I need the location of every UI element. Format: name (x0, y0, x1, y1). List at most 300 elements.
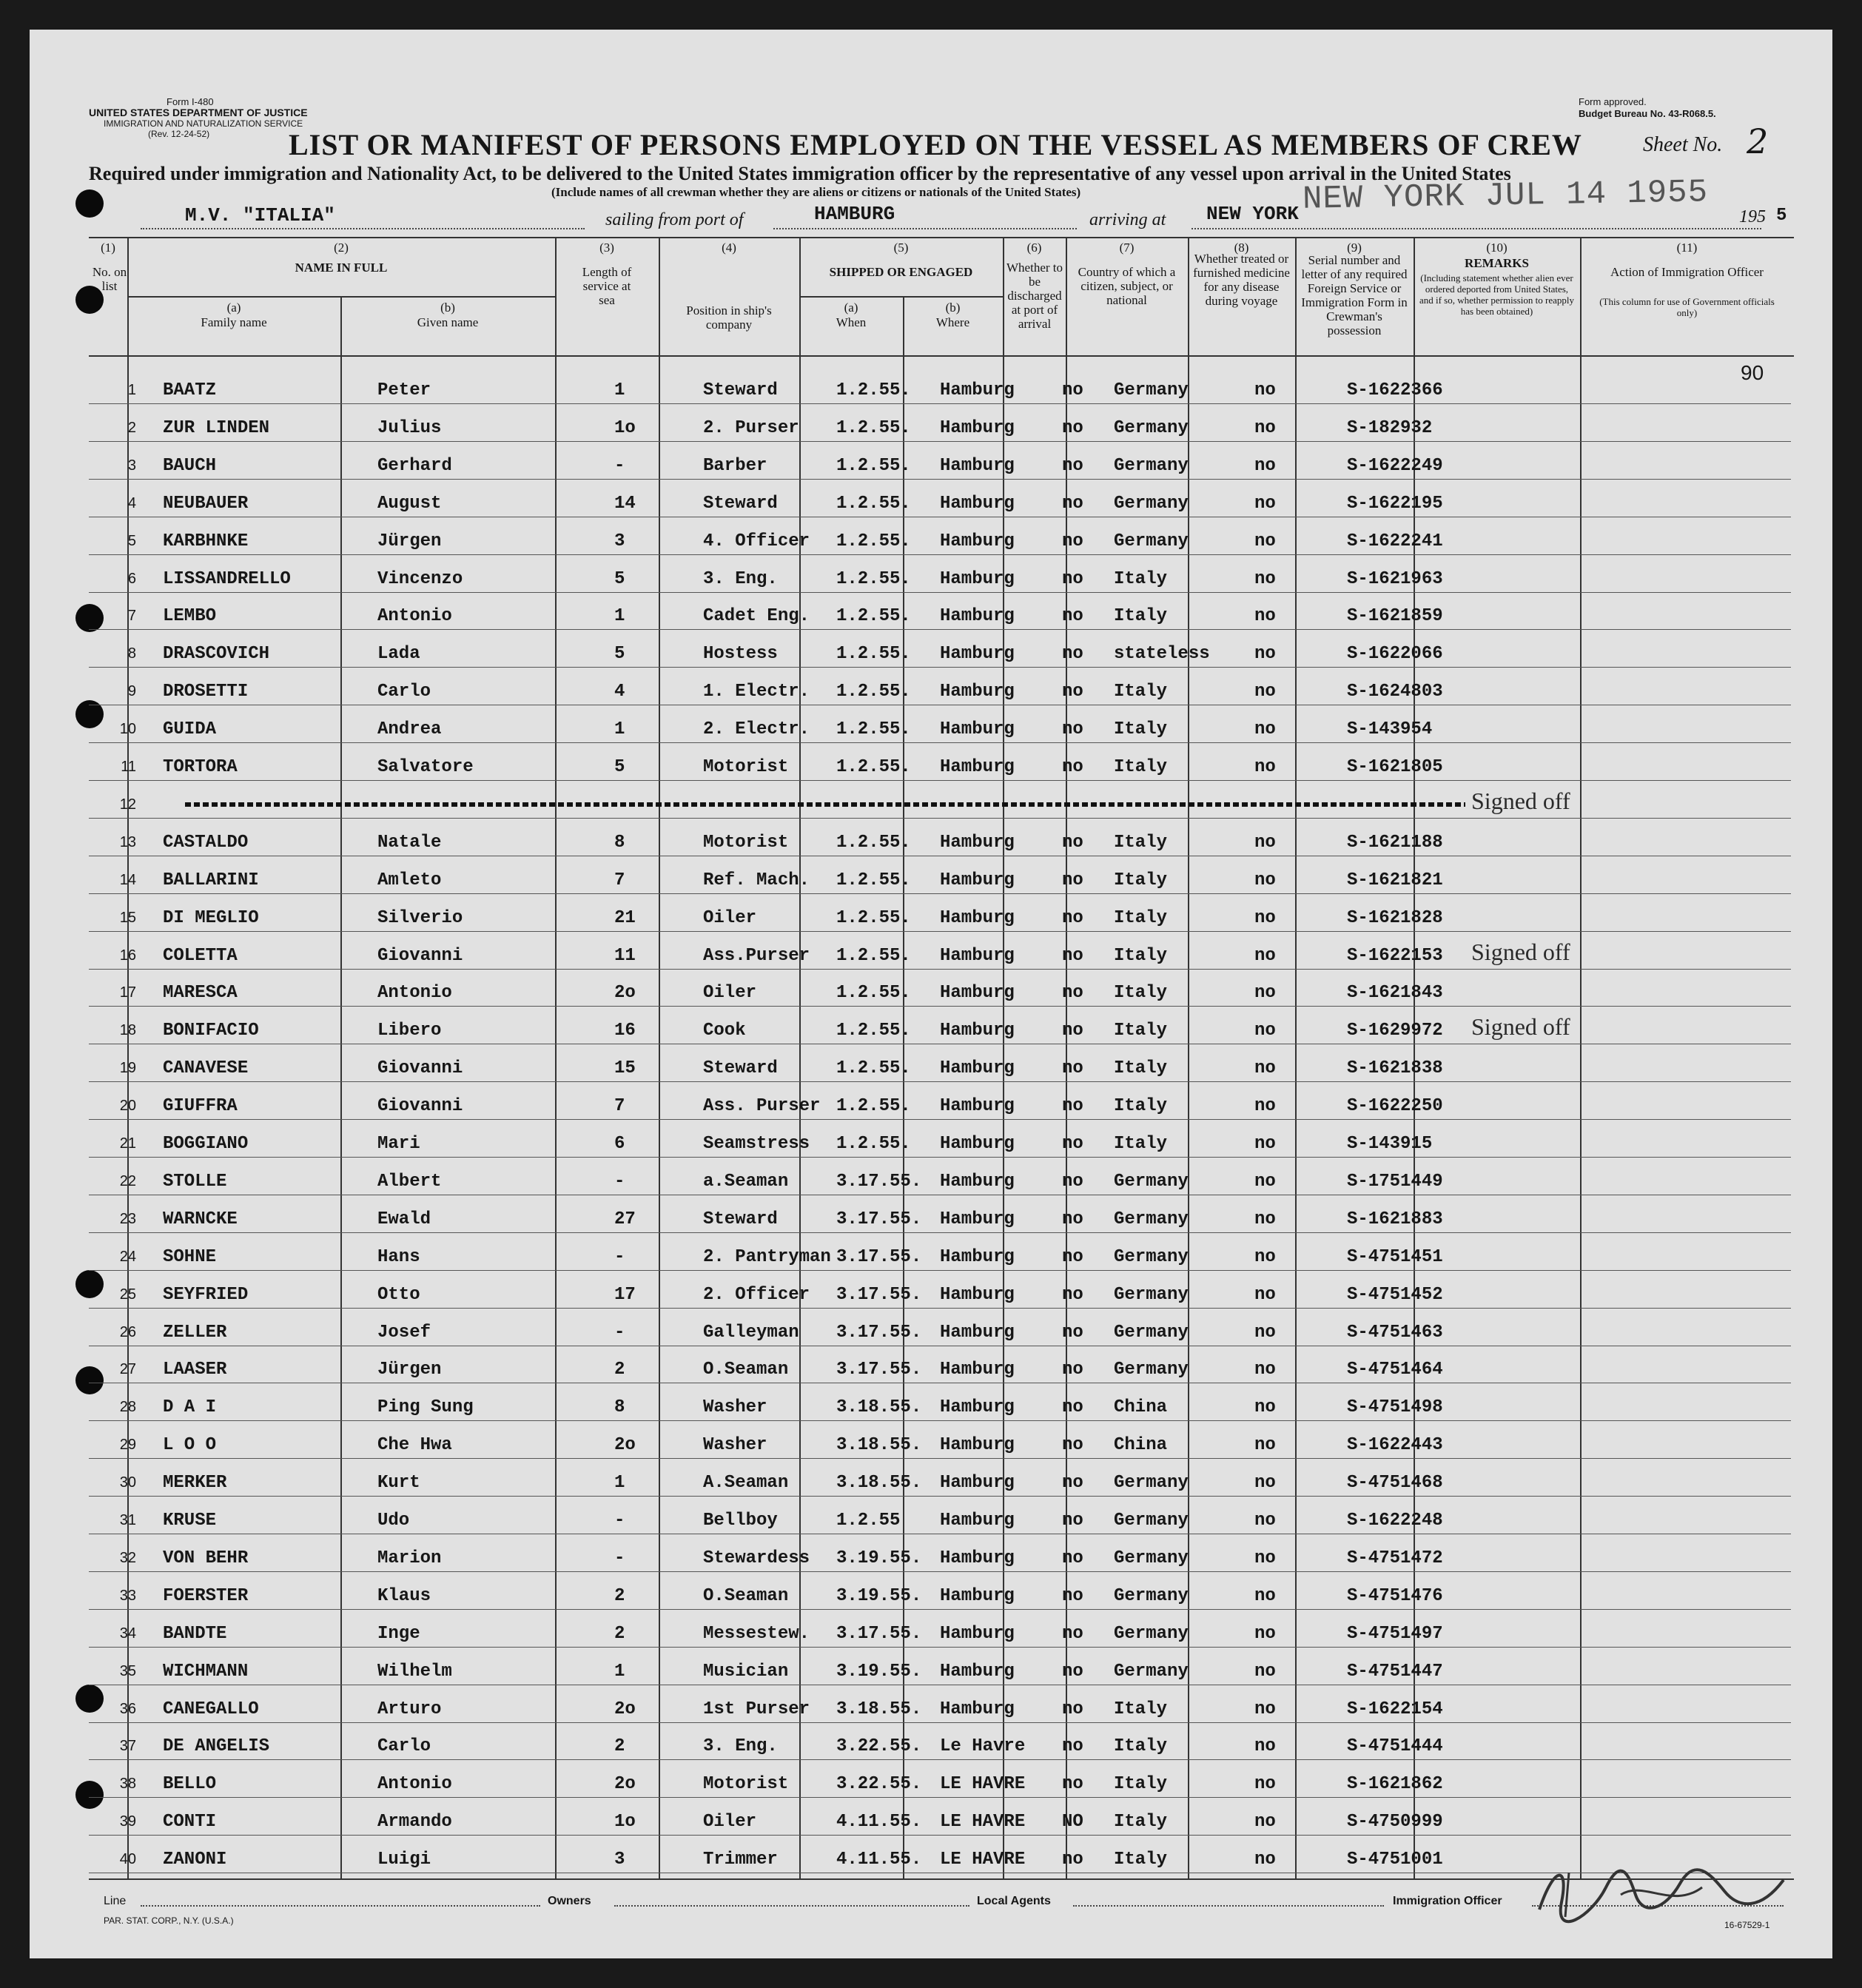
position: Cook (703, 1021, 746, 1041)
shipped-where: Hamburg (940, 1322, 1015, 1343)
sheet-number: 2 (1747, 121, 1769, 161)
service-length: 5 (614, 644, 625, 665)
row-number: 40 (119, 1851, 136, 1868)
col9-number: (9) (1347, 241, 1362, 255)
shipped-when: 3.17.55. (836, 1246, 922, 1267)
country: Germany (1114, 1661, 1189, 1682)
table-row (104, 1387, 1791, 1424)
position: Hostess (703, 644, 778, 665)
service-length: 2o (614, 1699, 636, 1719)
shipped-when: 1.2.55. (836, 907, 911, 928)
given-name: Carlo (377, 682, 431, 702)
family-name: GIUFFRA (163, 1096, 238, 1117)
family-name: LEMBO (163, 606, 217, 627)
shipped-when: 3.19.55. (836, 1661, 922, 1682)
family-name: BAATZ (163, 380, 217, 400)
position: 4. Officer (703, 531, 810, 551)
family-name: DROSETTI (163, 682, 249, 702)
treated-status: no (1254, 1284, 1276, 1305)
shipped-when: 1.2.55. (836, 1021, 911, 1041)
serial-number: S-1622153 (1347, 945, 1443, 966)
discharge-status: no (1062, 1021, 1083, 1041)
table-row (104, 1237, 1791, 1274)
shipped-where: Hamburg (940, 1134, 1015, 1154)
position: 1st Purser (703, 1699, 810, 1719)
country: Germany (1114, 417, 1189, 438)
service-length: 2o (614, 983, 636, 1004)
row-rule (89, 1647, 1791, 1648)
col1-number: (1) (101, 241, 115, 255)
discharge-status: no (1062, 1548, 1083, 1568)
position: A.Seaman (703, 1473, 789, 1494)
shipped-where: Hamburg (940, 757, 1015, 777)
table-row (104, 1613, 1791, 1650)
serial-number: S-4751452 (1347, 1284, 1443, 1305)
shipped-where: Hamburg (940, 1435, 1015, 1456)
remark: Signed off (1471, 1013, 1570, 1041)
table-row (104, 370, 1791, 407)
treated-status: no (1254, 1661, 1276, 1682)
family-name: SEYFRIED (163, 1284, 249, 1305)
shipped-when: 1.2.55. (836, 719, 911, 740)
treated-status: no (1254, 1736, 1276, 1757)
form-revision: (Rev. 12-24-52) (148, 129, 210, 139)
row-rule (89, 1797, 1791, 1798)
given-name: Marion (377, 1548, 442, 1568)
discharge-status: no (1062, 1585, 1083, 1606)
treated-status: no (1254, 380, 1276, 400)
service-length: 2o (614, 1435, 636, 1456)
discharge-status: no (1062, 1134, 1083, 1154)
footer-officer-label: Immigration Officer (1393, 1895, 1502, 1907)
country: Italy (1114, 1021, 1168, 1041)
row-rule (89, 780, 1791, 781)
table-row (104, 1086, 1791, 1123)
family-name: BANDTE (163, 1623, 227, 1644)
row-rule (89, 1420, 1791, 1421)
given-name: Amleto (377, 870, 442, 890)
col11-label: Action of Immigration Officer (1610, 265, 1764, 279)
col2b-number: (b) (440, 300, 455, 315)
country: Italy (1114, 1812, 1168, 1833)
given-name: Otto (377, 1284, 420, 1305)
family-name: CONTI (163, 1812, 217, 1833)
col6-number: (6) (1026, 241, 1042, 255)
given-name: Giovanni (377, 1058, 463, 1079)
serial-number: S-1622154 (1347, 1699, 1443, 1719)
footer-agents-label: Local Agents (977, 1895, 1051, 1907)
country: China (1114, 1435, 1168, 1456)
agency-line-1: UNITED STATES DEPARTMENT OF JUSTICE (89, 107, 308, 118)
treated-status: no (1254, 682, 1276, 702)
given-name: Peter (377, 380, 431, 400)
shipped-where: Hamburg (940, 870, 1015, 890)
treated-status: no (1254, 531, 1276, 551)
given-name: Josef (377, 1322, 431, 1343)
row-number: 13 (119, 833, 136, 850)
service-length: - (614, 1322, 625, 1343)
shipped-when: 3.17.55. (836, 1623, 922, 1644)
shipped-where: Hamburg (940, 682, 1015, 702)
treated-status: no (1254, 1397, 1276, 1418)
shipped-where: LE HAVRE (940, 1812, 1026, 1833)
family-name: GUIDA (163, 719, 217, 740)
row-number: 5 (127, 532, 136, 549)
service-length: 5 (614, 757, 625, 777)
form-number: Form I-480 (167, 96, 214, 107)
col1-label: No. on list (92, 265, 127, 293)
service-length: 1 (614, 380, 625, 400)
service-length: 16 (614, 1021, 636, 1041)
shipped-when: 1.2.55. (836, 493, 911, 514)
service-length: 2 (614, 1623, 625, 1644)
row-rule (89, 1722, 1791, 1723)
serial-number: S-4751001 (1347, 1850, 1443, 1870)
table-row (104, 1576, 1791, 1613)
discharge-status: no (1062, 1096, 1083, 1117)
serial-number: S-143954 (1347, 719, 1433, 740)
serial-number: S-4751451 (1347, 1246, 1443, 1267)
name-subheader-rule (127, 296, 555, 298)
table-row (104, 1689, 1791, 1726)
given-name: Andrea (377, 719, 442, 740)
row-rule (89, 403, 1791, 404)
row-number: 6 (127, 570, 136, 587)
table-row (104, 1726, 1791, 1763)
row-number: 2 (127, 419, 136, 436)
given-name: Ewald (377, 1209, 431, 1229)
row-number: 7 (127, 608, 136, 625)
discharge-status: no (1062, 455, 1083, 476)
row-number: 1 (127, 382, 136, 398)
serial-number: S-1622250 (1347, 1096, 1443, 1117)
row-rule (89, 931, 1791, 932)
serial-number: S-1622066 (1347, 644, 1443, 665)
table-row (104, 1801, 1791, 1838)
service-length: 27 (614, 1209, 636, 1229)
agency-line-2: IMMIGRATION AND NATURALIZATION SERVICE (104, 118, 303, 129)
shipped-when: 1.2.55. (836, 682, 911, 702)
service-length: - (614, 1246, 625, 1267)
service-length: 3 (614, 1850, 625, 1870)
shipped-when: 4.11.55. (836, 1850, 922, 1870)
service-length: 2 (614, 1360, 625, 1380)
position: Motorist (703, 832, 789, 853)
remark: Signed off (1471, 787, 1570, 814)
treated-status: no (1254, 1435, 1276, 1456)
table-row (104, 898, 1791, 935)
serial-number: S-1622195 (1347, 493, 1443, 514)
discharge-status: no (1062, 682, 1083, 702)
position: Musician (703, 1661, 789, 1682)
family-name: KARBHNKE (163, 531, 249, 551)
col5a-number: (a) (844, 300, 858, 315)
position: Galleyman (703, 1322, 799, 1343)
position: Ass. Purser (703, 1096, 821, 1117)
discharge-status: no (1062, 1736, 1083, 1757)
shipped-when: 3.17.55. (836, 1322, 922, 1343)
serial-number: S-4751498 (1347, 1397, 1443, 1418)
service-length: 1o (614, 1812, 636, 1833)
shipped-when: 3.19.55. (836, 1548, 922, 1568)
family-name: LISSANDRELLO (163, 568, 291, 589)
serial-number: S-1622366 (1347, 380, 1443, 400)
country: Germany (1114, 1360, 1189, 1380)
printer-credit: PAR. STAT. CORP., N.Y. (U.S.A.) (104, 1915, 234, 1926)
position: 2. Pantryman (703, 1246, 831, 1267)
discharge-status: no (1062, 757, 1083, 777)
row-number: 3 (127, 457, 136, 474)
service-length: 7 (614, 870, 625, 890)
table-row (104, 973, 1791, 1010)
service-length: 2 (614, 1585, 625, 1606)
position: 2. Electr. (703, 719, 810, 740)
col8-label: Whether treated or furnished medicine for any disease during voyage (1193, 252, 1290, 308)
serial-number: S-1621828 (1347, 907, 1443, 928)
table-row (104, 1764, 1791, 1801)
form-code: 16-67529-1 (1724, 1920, 1770, 1930)
country: Italy (1114, 719, 1168, 740)
col10-label: REMARKS (1465, 256, 1529, 270)
row-rule (89, 592, 1791, 593)
port-to-underline (1192, 228, 1761, 229)
table-row (104, 408, 1791, 445)
given-name: Jürgen (377, 531, 442, 551)
row-number: 36 (119, 1700, 136, 1717)
serial-number: S-1622249 (1347, 455, 1443, 476)
table-row (104, 822, 1791, 859)
row-rule (89, 1458, 1791, 1459)
family-name: STOLLE (163, 1171, 227, 1192)
country: Germany (1114, 1511, 1189, 1531)
shipped-where: Hamburg (940, 1585, 1015, 1606)
serial-number: S-1622443 (1347, 1435, 1443, 1456)
shipped-subheader-rule (799, 296, 1003, 298)
position: Washer (703, 1397, 767, 1418)
treated-status: no (1254, 1360, 1276, 1380)
footer-owners-label: Owners (548, 1895, 591, 1907)
treated-status: no (1254, 1134, 1276, 1154)
table-row (104, 671, 1791, 708)
remark: Signed off (1471, 938, 1570, 965)
shipped-when: 4.11.55. (836, 1812, 922, 1833)
serial-number: S-4751463 (1347, 1322, 1443, 1343)
discharge-status: no (1062, 417, 1083, 438)
table-row (104, 1500, 1791, 1537)
position: Motorist (703, 1774, 789, 1795)
form-note: (Include names of all crewman whether they are aliens or citizens or nationals of the United States) (551, 185, 1081, 199)
serial-number: S-4751468 (1347, 1473, 1443, 1494)
col10-note: (Including statement whether alien ever ordered deported from United States, and if so, whether permission to reapply has been obtained) (1419, 272, 1575, 317)
table-row (104, 1538, 1791, 1575)
family-name: NEUBAUER (163, 493, 249, 514)
position: Oiler (703, 1812, 757, 1833)
shipped-where: Hamburg (940, 1548, 1015, 1568)
treated-status: no (1254, 757, 1276, 777)
given-name: Silverio (377, 907, 463, 928)
serial-number: S-4751444 (1347, 1736, 1443, 1757)
country: Italy (1114, 983, 1168, 1004)
row-number: 24 (119, 1248, 136, 1265)
serial-number: S-4751476 (1347, 1585, 1443, 1606)
row-number: 17 (119, 984, 136, 1001)
row-number: 25 (119, 1286, 136, 1303)
col2b-label: Given name (417, 315, 479, 329)
footer-owners-blank (614, 1905, 969, 1907)
treated-status: no (1254, 1021, 1276, 1041)
given-name: Lada (377, 644, 420, 665)
col2a-number: (a) (226, 300, 241, 315)
given-name: Antonio (377, 983, 452, 1004)
row-number: 22 (119, 1172, 136, 1189)
table-row (104, 709, 1791, 746)
shipped-where: Hamburg (940, 832, 1015, 853)
serial-number: S-1622248 (1347, 1511, 1443, 1531)
family-name: CANAVESE (163, 1058, 249, 1079)
shipped-when: 1.2.55. (836, 531, 911, 551)
shipped-when: 3.22.55. (836, 1774, 922, 1795)
approval-line-1: Form approved. (1579, 96, 1647, 107)
table-row (104, 785, 1791, 822)
row-rule (89, 629, 1791, 630)
arriving-label: arriving at (1089, 210, 1166, 229)
family-name: D A I (163, 1397, 217, 1418)
family-name: CASTALDO (163, 832, 249, 853)
col4-number: (4) (722, 241, 736, 255)
family-name: WICHMANN (163, 1661, 249, 1682)
row-number: 21 (119, 1135, 136, 1152)
shipped-where: Hamburg (940, 417, 1015, 438)
discharge-status: no (1062, 644, 1083, 665)
col2-label: NAME IN FULL (295, 261, 388, 275)
position: Cadet Eng. (703, 606, 810, 627)
col6-label: Whether to be discharged at port of arrival (1006, 261, 1063, 331)
page-count-note: 90 (1741, 361, 1764, 384)
table-row (104, 1463, 1791, 1500)
shipped-when: 1.2.55 (836, 1511, 901, 1531)
shipped-where: Hamburg (940, 606, 1015, 627)
shipped-where: Hamburg (940, 1623, 1015, 1644)
service-length: - (614, 1548, 625, 1568)
row-rule (89, 1006, 1791, 1007)
position: Steward (703, 1209, 778, 1229)
col5a-label: When (836, 315, 867, 329)
treated-status: no (1254, 493, 1276, 514)
service-length: 2o (614, 1774, 636, 1795)
country: Italy (1114, 757, 1168, 777)
table-row (104, 1651, 1791, 1688)
col11-note: (This column for use of Government officials only) (1599, 296, 1775, 318)
given-name: Natale (377, 832, 442, 853)
table-row (104, 1161, 1791, 1198)
given-name: Hans (377, 1246, 420, 1267)
country: stateless (1114, 644, 1210, 665)
table-row (104, 1312, 1791, 1349)
table-top-rule (89, 237, 1794, 238)
row-number: 4 (127, 494, 136, 511)
family-name: ZUR LINDEN (163, 417, 270, 438)
position: a.Seaman (703, 1171, 789, 1192)
position: 3. Eng. (703, 568, 778, 589)
country: Germany (1114, 1171, 1189, 1192)
given-name: Salvatore (377, 757, 474, 777)
treated-status: no (1254, 1246, 1276, 1267)
family-name: MARESCA (163, 983, 238, 1004)
family-name: ZELLER (163, 1322, 227, 1343)
country: Italy (1114, 682, 1168, 702)
position: Oiler (703, 907, 757, 928)
table-row (104, 1010, 1791, 1047)
service-length: - (614, 455, 625, 476)
row-number: 16 (119, 947, 136, 964)
footer-agents-blank (1073, 1905, 1384, 1907)
discharge-status: no (1062, 493, 1083, 514)
position: 3. Eng. (703, 1736, 778, 1757)
serial-number: S-1621805 (1347, 757, 1443, 777)
shipped-when: 3.18.55. (836, 1473, 922, 1494)
table-row (104, 747, 1791, 784)
given-name: Carlo (377, 1736, 431, 1757)
punch-hole (75, 189, 104, 218)
shipped-where: Hamburg (940, 1021, 1015, 1041)
treated-status: no (1254, 870, 1276, 890)
service-length: 7 (614, 1096, 625, 1117)
treated-status: no (1254, 983, 1276, 1004)
shipped-when: 3.17.55. (836, 1360, 922, 1380)
treated-status: no (1254, 417, 1276, 438)
serial-number: S-1621963 (1347, 568, 1443, 589)
shipped-when: 1.2.55. (836, 455, 911, 476)
given-name: Luigi (377, 1850, 431, 1870)
table-row (104, 936, 1791, 973)
family-name: BALLARINI (163, 870, 259, 890)
table-header-rule (89, 355, 1794, 357)
family-name: CANEGALLO (163, 1699, 259, 1719)
row-number: 35 (119, 1662, 136, 1679)
discharge-status: no (1062, 568, 1083, 589)
shipped-when: 1.2.55. (836, 568, 911, 589)
shipped-where: Hamburg (940, 907, 1015, 928)
treated-status: no (1254, 1850, 1276, 1870)
shipped-when: 3.17.55. (836, 1171, 922, 1192)
shipped-where: Hamburg (940, 644, 1015, 665)
discharge-status: no (1062, 1246, 1083, 1267)
treated-status: no (1254, 945, 1276, 966)
position: 2. Officer (703, 1284, 810, 1305)
service-length: 17 (614, 1284, 636, 1305)
row-number: 37 (119, 1738, 136, 1755)
country: Italy (1114, 870, 1168, 890)
port-from: HAMBURG (814, 203, 895, 225)
country: Italy (1114, 606, 1168, 627)
row-rule (89, 479, 1791, 480)
position: Bellboy (703, 1511, 778, 1531)
country: Germany (1114, 1322, 1189, 1343)
position: Ass.Purser (703, 945, 810, 966)
serial-number: S-4751497 (1347, 1623, 1443, 1644)
serial-number: S-4751472 (1347, 1548, 1443, 1568)
col7-number: (7) (1119, 241, 1135, 255)
shipped-where: Hamburg (940, 1511, 1015, 1531)
row-number: 30 (119, 1474, 136, 1491)
given-name: Giovanni (377, 945, 463, 966)
shipped-when: 3.19.55. (836, 1585, 922, 1606)
family-name: DI MEGLIO (163, 907, 259, 928)
table-row (104, 1048, 1791, 1085)
shipped-where: Le Havre (940, 1736, 1026, 1757)
serial-number: S-1621838 (1347, 1058, 1443, 1079)
row-rule (89, 1232, 1791, 1233)
